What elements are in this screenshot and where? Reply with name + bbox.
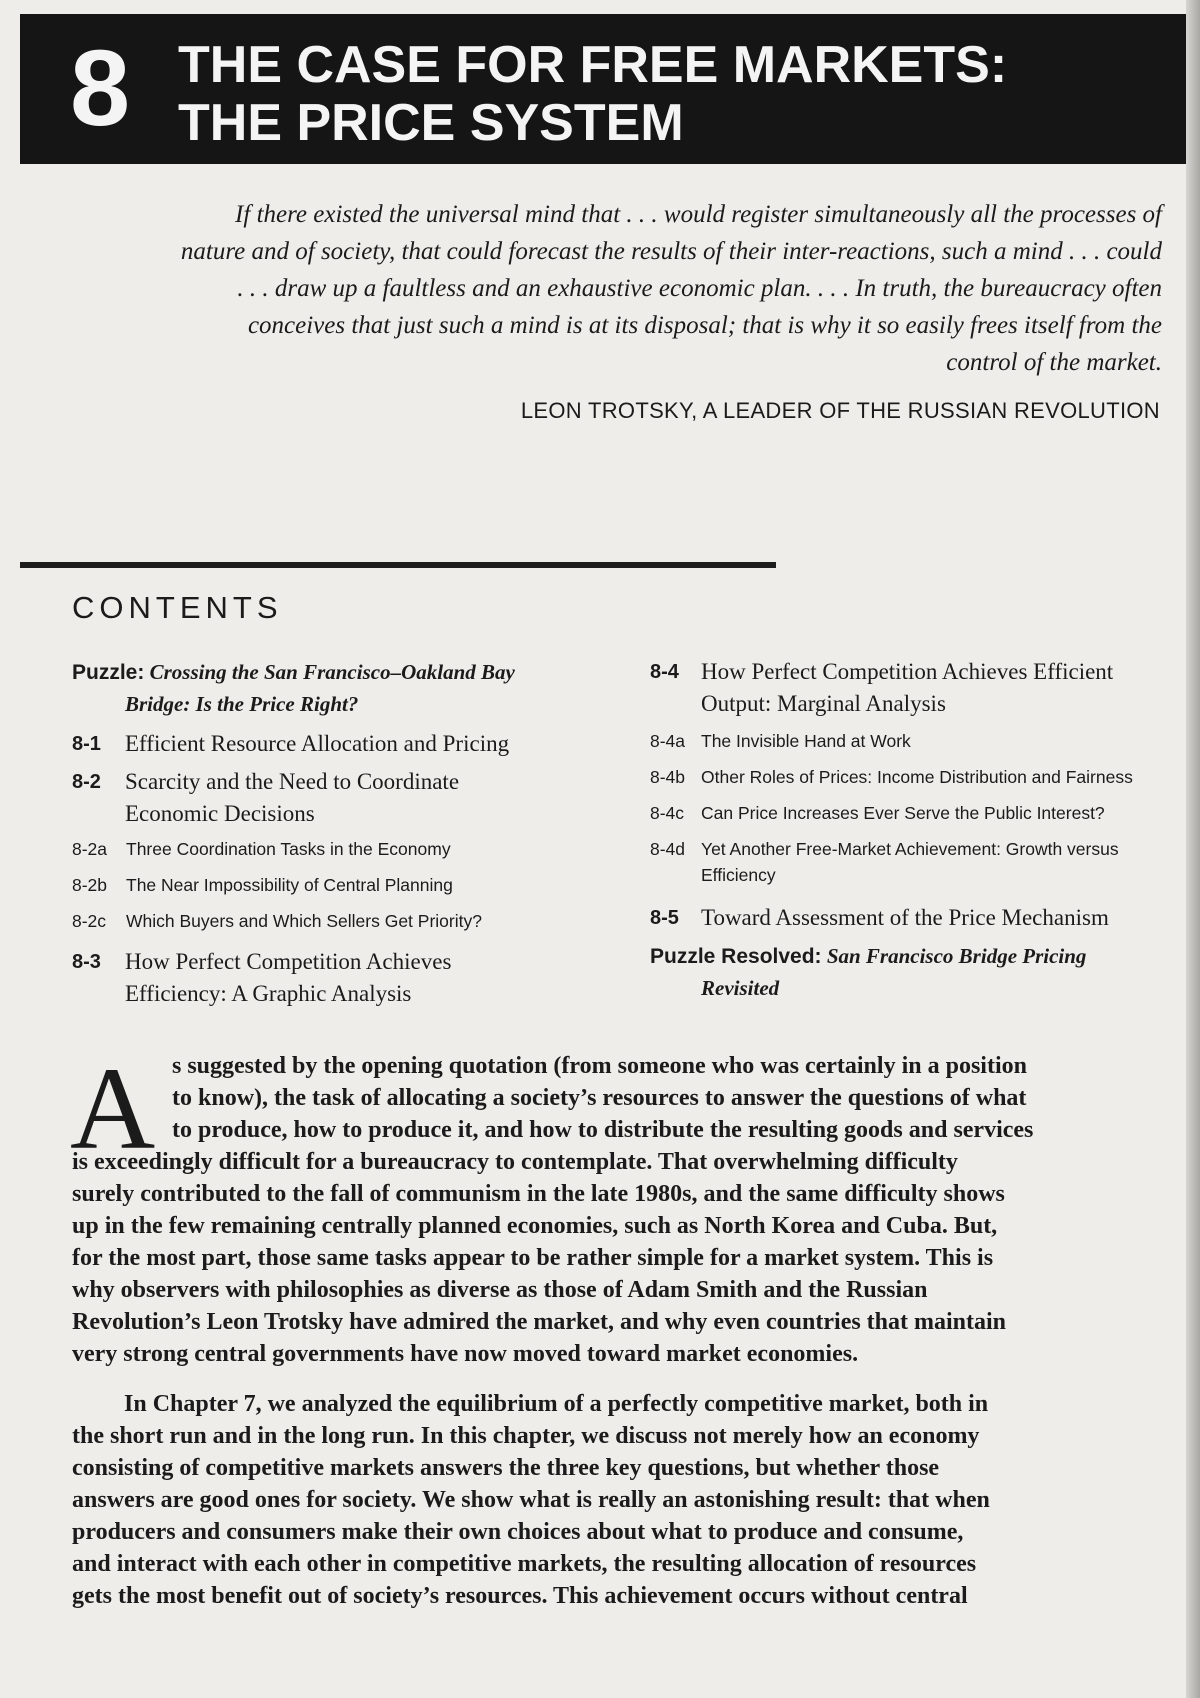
section-title: The Near Impossibility of Central Planning <box>126 875 453 895</box>
epigraph-line: . . . draw up a faultless and an exhaustive economic plan. . . . In truth, the bureaucracy often <box>237 275 1162 302</box>
epigraph-line: conceives that just such a mind is at its disposal; that is why it so easily frees itself from the <box>247 312 1162 339</box>
section-number: 8-4a <box>650 731 686 751</box>
section-number: 8-4c <box>650 803 685 823</box>
section-title: The Invisible Hand at Work <box>701 731 911 751</box>
paragraph-line: the short run and in the long run. In this chapter, we discuss not merely how an economy <box>72 1423 980 1449</box>
puzzle-resolved-title: San Francisco Bridge Pricing <box>826 944 1087 968</box>
paragraph-line: up in the few remaining centrally planned economies, such as North Korea and Cuba. But, <box>72 1213 998 1239</box>
epigraph-line: control of the market. <box>946 349 1162 376</box>
paragraph-line: surely contributed to the fall of communism in the late 1980s, and the same difficulty shows <box>72 1181 1005 1207</box>
section-number: 8-2 <box>72 771 101 793</box>
paragraph-line: consisting of competitive markets answers the three key questions, but whether those <box>72 1455 940 1481</box>
paragraph-line: In Chapter 7, we analyzed the equilibrium of a perfectly competitive market, both in <box>124 1391 989 1417</box>
paragraph-line: Revolution’s Leon Trotsky have admired the market, and why even countries that maintain <box>72 1309 1007 1335</box>
puzzle-resolved-title-continued: Revisited <box>701 976 780 1000</box>
section-title-continued: Economic Decisions <box>125 801 315 826</box>
epigraph-quote <box>72 196 1162 381</box>
section-number: 8-4 <box>650 661 679 683</box>
section-title: Efficient Resource Allocation and Pricing <box>125 731 510 756</box>
section-title: Yet Another Free-Market Achievement: Growth versus <box>701 839 1119 859</box>
section-number: 8-1 <box>72 733 101 755</box>
section-number: 8-2c <box>72 911 107 931</box>
section-title-continued: Efficiency: A Graphic Analysis <box>125 981 412 1006</box>
section-number: 8-5 <box>650 907 679 929</box>
section-number: 8-2a <box>72 839 108 859</box>
paragraph-line: is exceedingly difficult for a bureaucracy to contemplate. That overwhelming difficulty <box>72 1149 958 1175</box>
epigraph-attribution: LEON TROTSKY, A LEADER OF THE RUSSIAN REVOLUTION <box>520 398 1160 423</box>
drop-cap: A <box>70 1043 156 1174</box>
chapter-header <box>20 14 1186 164</box>
section-title: Other Roles of Prices: Income Distribution and Fairness <box>701 767 1133 787</box>
section-title: Can Price Increases Ever Serve the Public Interest? <box>701 803 1105 823</box>
paragraph-line: to produce, how to produce it, and how to distribute the resulting goods and services <box>172 1117 1034 1143</box>
paragraph-line: gets the most benefit out of society’s resources. This achievement occurs without central <box>72 1583 968 1609</box>
epigraph-line: nature and of society, that could forecast the results of their inter-reactions, such a mind . . . could <box>180 238 1162 265</box>
paragraph-line: for the most part, those same tasks appear to be rather simple for a market system. This is <box>72 1245 994 1271</box>
chapter-title-line2: THE PRICE SYSTEM <box>178 94 684 152</box>
section-title: How Perfect Competition Achieves Efficient <box>701 659 1114 684</box>
section-number: 8-3 <box>72 951 101 973</box>
paragraph-line: why observers with philosophies as diverse as those of Adam Smith and the Russian <box>72 1277 928 1303</box>
puzzle-label: Puzzle: <box>72 661 145 684</box>
chapter-title <box>178 36 1007 152</box>
section-number: 8-4b <box>650 767 686 787</box>
section-title: Toward Assessment of the Price Mechanism <box>701 905 1109 930</box>
puzzle-title-continued: Bridge: Is the Price Right? <box>125 692 359 716</box>
paragraph-line: s suggested by the opening quotation (from someone who was certainly in a position <box>172 1053 1027 1079</box>
epigraph-line: If there existed the universal mind that . . . would register simultaneously all the processes of <box>235 201 1162 228</box>
section-title: Scarcity and the Need to Coordinate <box>125 769 460 794</box>
section-number: 8-2b <box>72 875 108 895</box>
contents-heading: CONTENTS <box>72 590 283 625</box>
chapter-title-line1: THE CASE FOR FREE MARKETS: <box>178 36 1008 94</box>
section-divider <box>20 562 776 568</box>
paragraph-line: very strong central governments have now moved toward market economies. <box>72 1341 859 1367</box>
page-binding-shadow <box>1186 0 1200 1698</box>
section-title-continued: Efficiency <box>701 865 776 885</box>
contents-puzzle[interactable] <box>72 656 592 716</box>
paragraph-line: producers and consumers make their own choices about what to produce and consume, <box>72 1519 964 1545</box>
puzzle-title: Crossing the San Francisco–Oakland Bay <box>149 660 515 684</box>
section-title: Three Coordination Tasks in the Economy <box>126 839 451 859</box>
puzzle-resolved-label: Puzzle Resolved: <box>650 945 822 968</box>
paragraph-line: to know), the task of allocating a society’s resources to answer the questions of what <box>172 1085 1027 1111</box>
paragraph-line: answers are good ones for society. We show what is really an astonishing result: that when <box>72 1487 990 1513</box>
contents-puzzle-resolved[interactable] <box>650 940 1150 1000</box>
section-number: 8-4d <box>650 839 686 859</box>
section-title-continued: Output: Marginal Analysis <box>701 691 946 716</box>
chapter-number: 8 <box>70 27 131 148</box>
paragraph-line: and interact with each other in competitive markets, the resulting allocation of resources <box>72 1551 977 1577</box>
section-title: How Perfect Competition Achieves <box>125 949 452 974</box>
section-title: Which Buyers and Which Sellers Get Priority? <box>126 911 482 931</box>
